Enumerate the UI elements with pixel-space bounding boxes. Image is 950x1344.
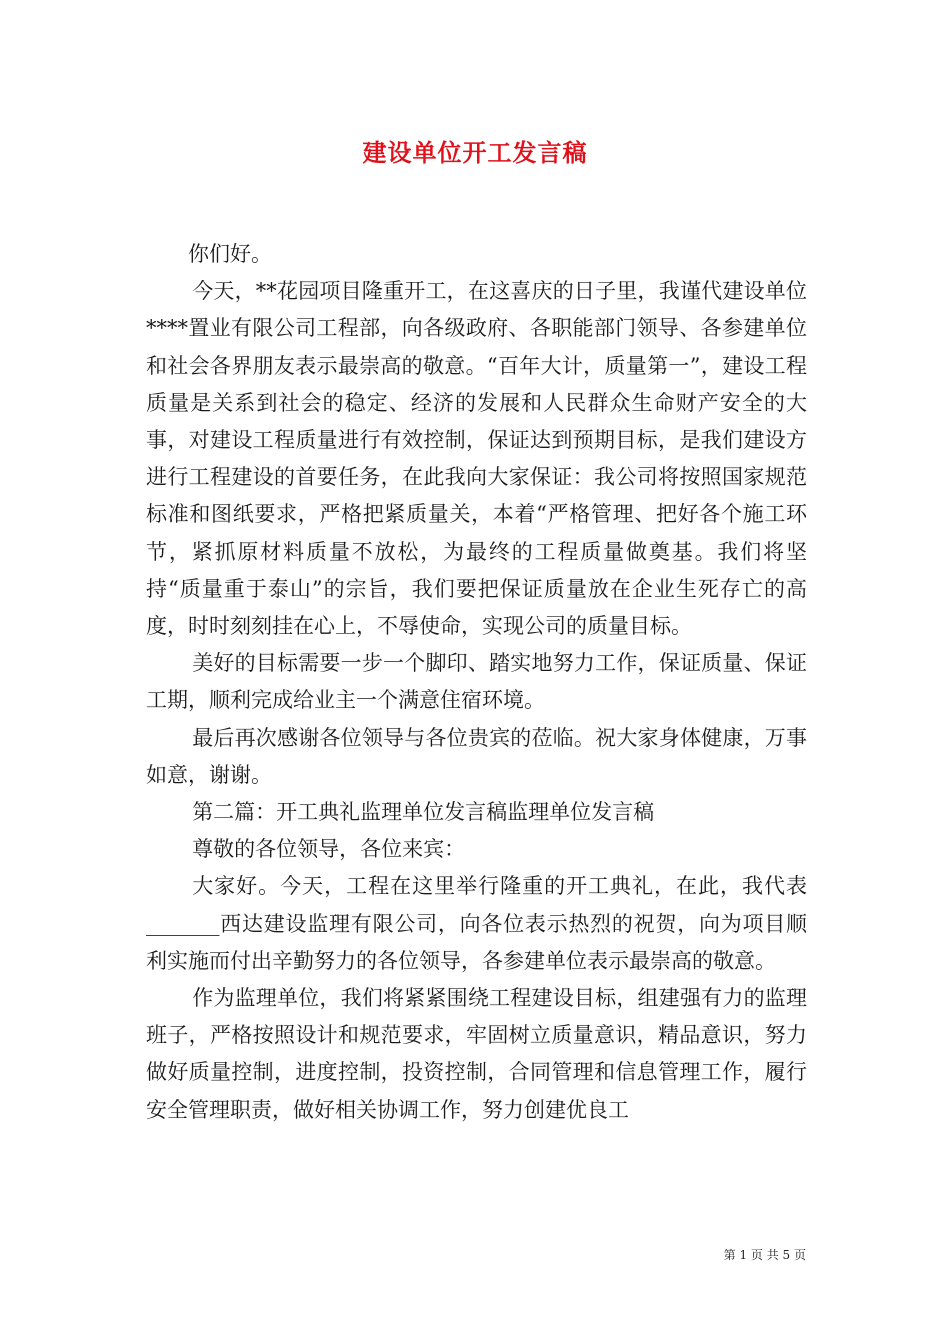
paragraph-greeting: 你们好。: [188, 242, 272, 266]
page-number: 第 1 页 共 5 页: [723, 1248, 806, 1262]
section-heading: 第二篇：开工典礼监理单位发言稿监理单位发言稿: [192, 800, 655, 825]
paragraph: 大家好。今天，工程在这里举行隆重的开工典礼，在此，我代表_______西达建设监理有限公司，向各位表示热烈的祝贺，向为项目顺利实施而付出辛勤努力的各位领导，各参建单位表示最崇高的敬意。: [146, 874, 807, 973]
document-body: [146, 236, 807, 1129]
paragraph: 美好的目标需要一步一个脚印、踏实地努力工作，保证质量、保证工期，顺利完成给业主一个满意住宿环境。: [146, 651, 807, 713]
paragraph: 今天，**花园项目隆重开工，在这喜庆的日子里，我谨代建设单位****置业有限公司工程部，向各级政府、各职能部门领导、各参建单位和社会各界朋友表示最崇高的敬意。“百年大计，质量第一”，建设工程质量是关系到社会的稳定、经济的发展和人民群众生命财产安全的大事，对建设工程质量进行有效控制，保证达到预期目标，是我们建设方进行工程建设的首要任务，在此我向大家保证：我公司将按照国家规范标准和图纸要求，严格把紧质量关，本着“严格管理、把好各个施工环节，紧抓原材料质量不放松，为最终的工程质量做奠基。我们将坚持“质量重于泰山”的宗旨，我们要把保证质量放在企业生死存亡的高度，时时刻刻挂在心上，不辱使命，实现公司的质量目标。: [146, 279, 807, 639]
paragraph-salutation: 尊敬的各位领导，各位来宾：: [192, 837, 466, 862]
paragraph: 最后再次感谢各位领导与各位贵宾的莅临。祝大家身体健康，万事如意，谢谢。: [146, 725, 807, 787]
document-title: 建设单位开工发言稿: [362, 139, 588, 167]
paragraph: 作为监理单位，我们将紧紧围绕工程建设目标，组建强有力的监理班子，严格按照设计和规范要求，牢固树立质量意识，精品意识，努力做好质量控制，进度控制，投资控制，合同管理和信息管理工作，履行安全管理职责，做好相关协调工作，努力创建优良工: [146, 986, 807, 1122]
